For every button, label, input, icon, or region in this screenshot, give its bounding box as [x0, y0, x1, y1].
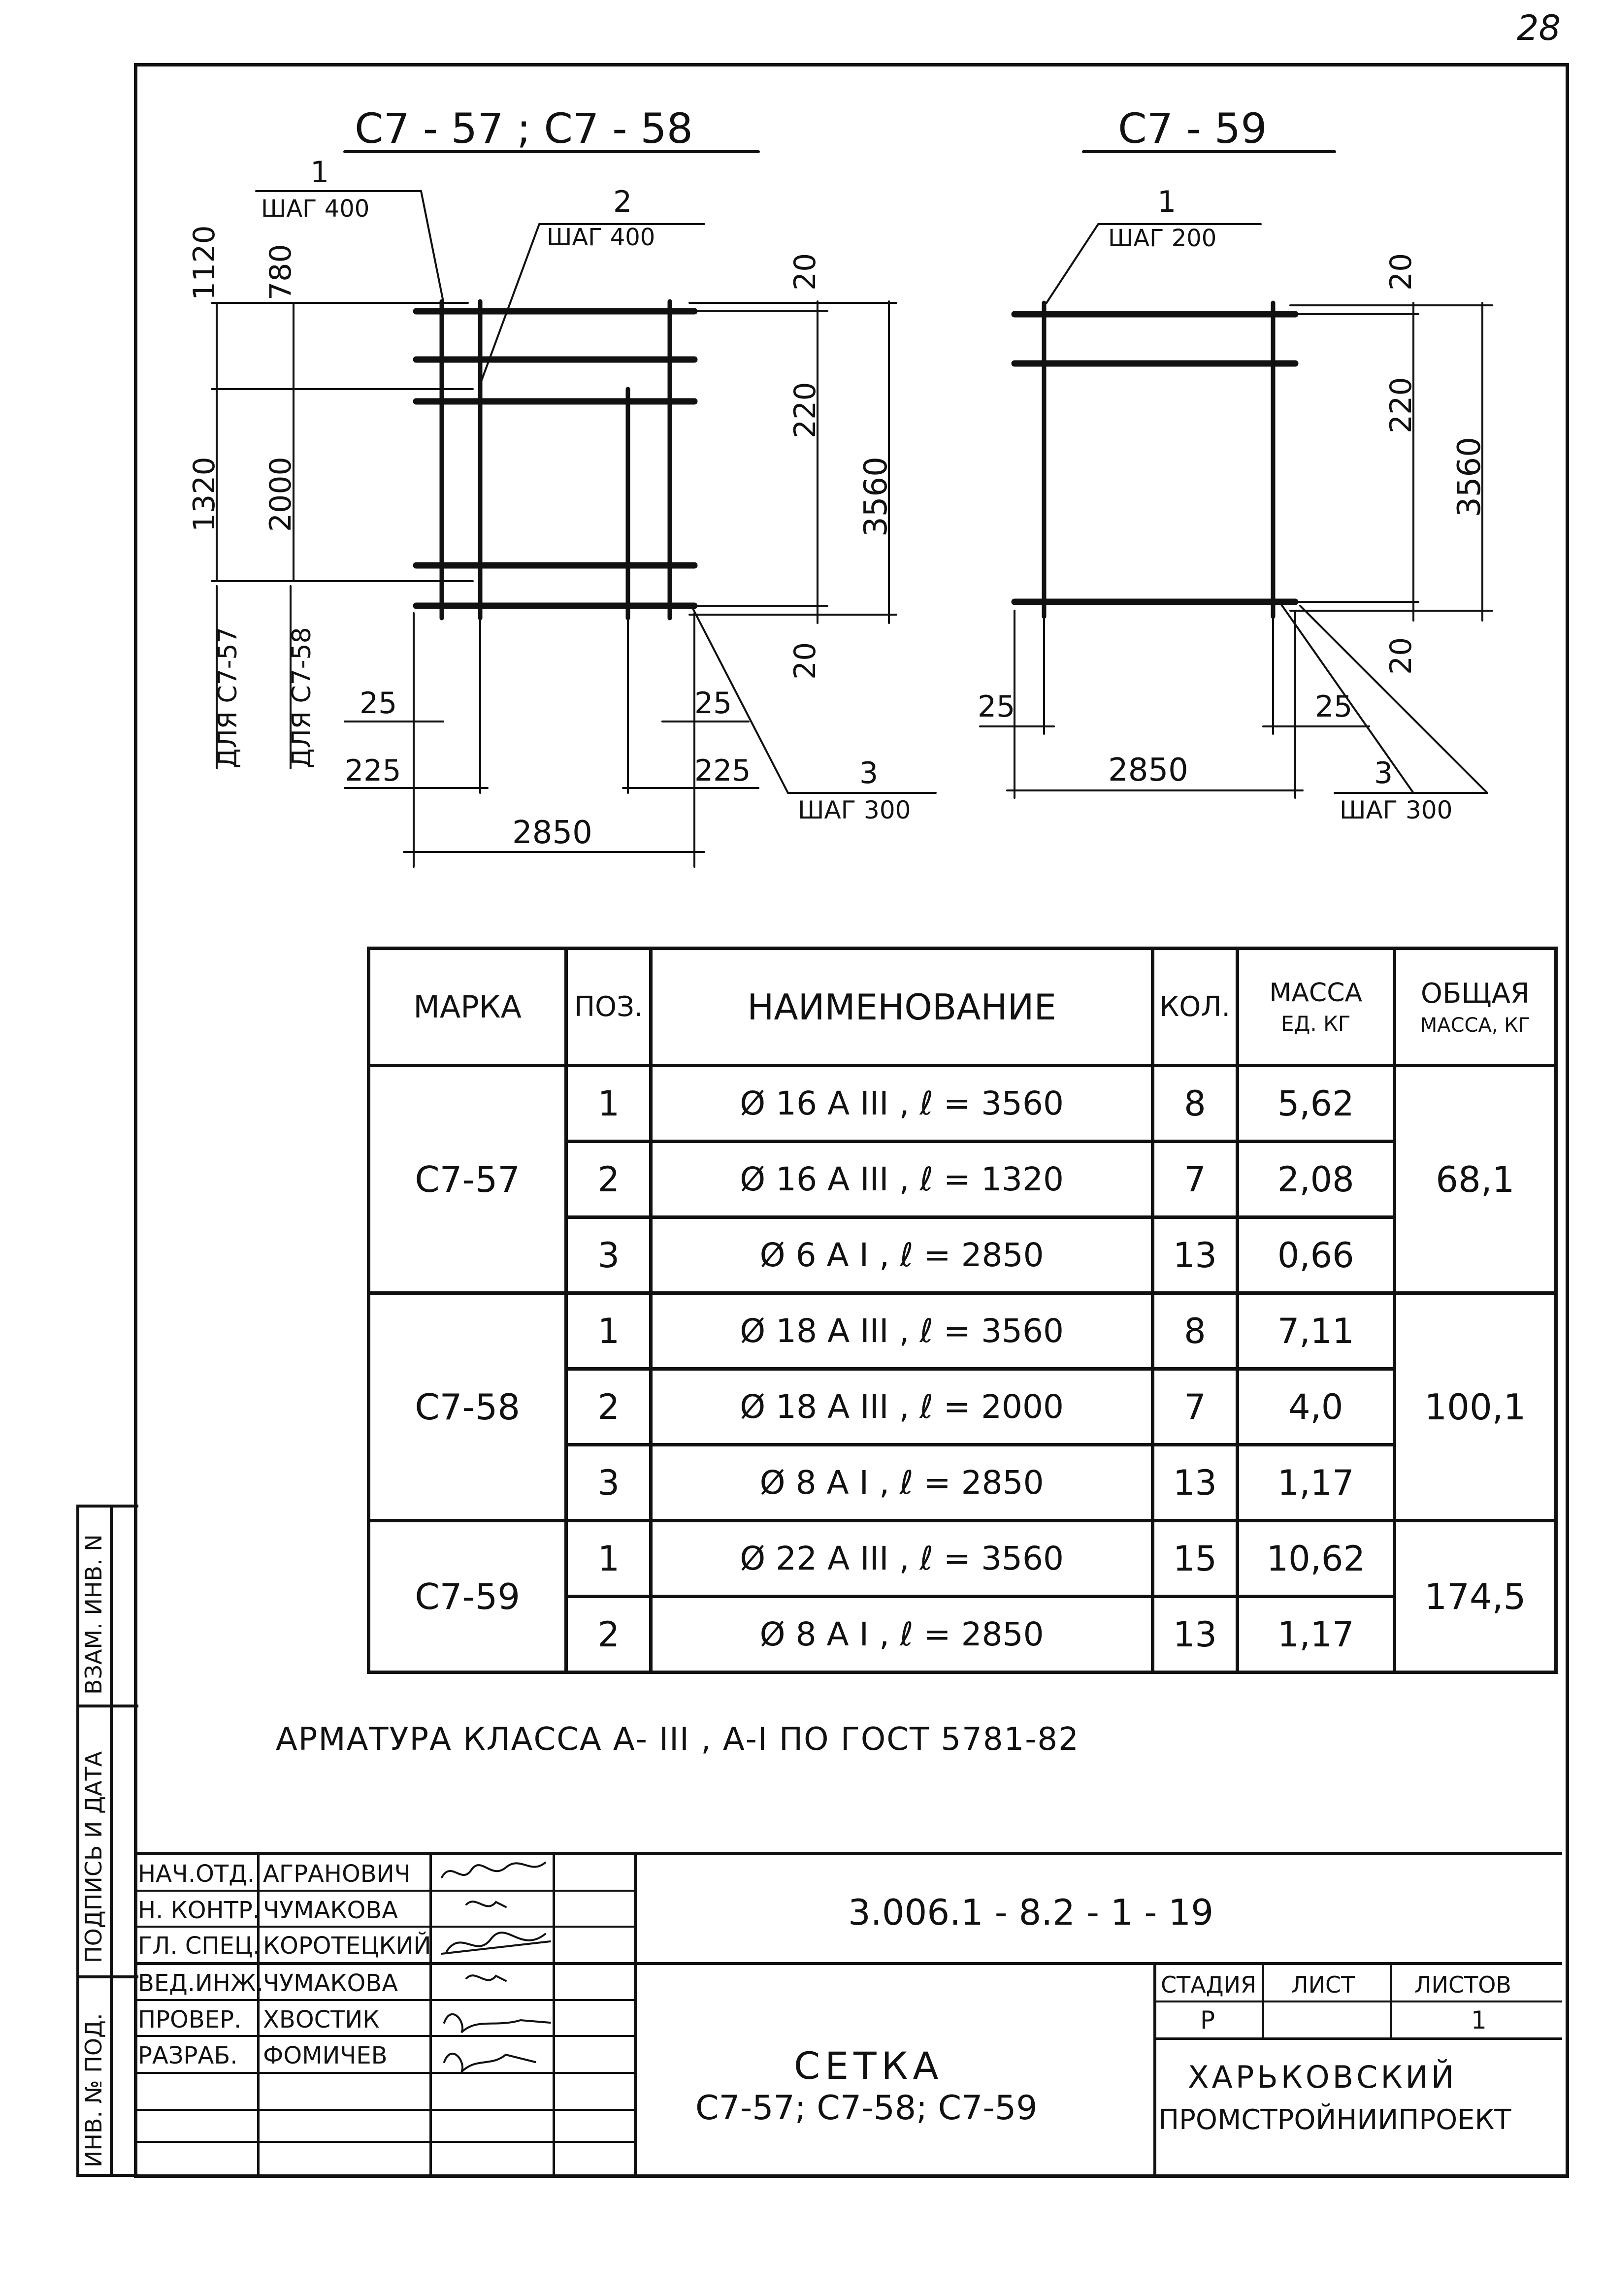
- left-dim-225-left: 225: [345, 754, 401, 788]
- reinforcement-note: АРМАТУРА КЛАССА А- ІІІ , А-І ПО ГОСТ 5781-82: [276, 1721, 1080, 1758]
- tb-line: [134, 1890, 634, 1892]
- row-qty: 7: [1152, 1369, 1237, 1445]
- left-title: С7 - 57 ; С7 - 58: [355, 104, 693, 153]
- mesh-drawings: [0, 0, 1604, 886]
- left-dim-1120: 1120: [187, 225, 222, 300]
- group-mark: С7-57: [369, 1066, 566, 1293]
- sheets-value: 1: [1471, 2006, 1487, 2034]
- row-qty: 7: [1152, 1142, 1237, 1217]
- signatures: [432, 1855, 553, 2111]
- header-mark: МАРКА: [369, 949, 566, 1066]
- left-dim-20-bottom: 20: [788, 642, 822, 680]
- left-dim-2850: 2850: [512, 815, 592, 851]
- group-total-mass: 68,1: [1394, 1066, 1556, 1293]
- right-pos1-number: 1: [1157, 185, 1177, 219]
- left-dim-2000: 2000: [263, 457, 298, 532]
- stage-label: СТАДИЯ: [1161, 1971, 1256, 1998]
- right-dim-220: 220: [1384, 377, 1418, 433]
- tb-role: Н. КОНТР.: [138, 1897, 261, 1924]
- header-total-mass: [1394, 949, 1556, 1066]
- right-dim-2850: 2850: [1108, 752, 1188, 788]
- right-title: С7 - 59: [1118, 104, 1267, 153]
- row-unit-mass: 2,08: [1237, 1142, 1394, 1217]
- title-block: [134, 1852, 1562, 2178]
- side-stamp-divider: [79, 1705, 138, 1707]
- tb-line: [1153, 2037, 1562, 2040]
- tb-line: [134, 2072, 634, 2074]
- sheet-label: ЛИСТ: [1291, 1971, 1355, 1998]
- row-name: Ø 18 А ІІІ , ℓ = 3560: [651, 1293, 1153, 1369]
- tb-role: ГЛ. СПЕЦ.: [138, 1932, 261, 1960]
- left-label-c757: ДЛЯ С7-57: [213, 627, 243, 768]
- right-pos3-step: ШАГ 300: [1340, 796, 1453, 824]
- tb-line: [134, 2141, 634, 2143]
- row-pos: 2: [566, 1369, 651, 1445]
- left-pos2-step: ШАГ 400: [547, 224, 655, 251]
- header-total-mass-line1: ОБЩАЯ: [1420, 977, 1530, 1010]
- right-dim-3560: 3560: [1451, 437, 1488, 517]
- tb-name: ХВОСТИК: [263, 2006, 380, 2034]
- side-stamp-divider: [110, 1508, 113, 2174]
- row-qty: 15: [1152, 1521, 1237, 1597]
- row-qty: 13: [1152, 1597, 1237, 1673]
- tb-line: [134, 1999, 634, 2001]
- row-unit-mass: 0,66: [1237, 1217, 1394, 1293]
- row-unit-mass: 1,17: [1237, 1445, 1394, 1521]
- doc-title-line2: С7-57; С7-58; С7-59: [695, 2089, 1038, 2128]
- right-pos3-number: 3: [1374, 756, 1393, 790]
- tb-name: ЧУМАКОВА: [263, 1897, 398, 1924]
- row-qty: 13: [1152, 1445, 1237, 1521]
- left-dim-3560: 3560: [858, 457, 894, 537]
- left-pos2-number: 2: [613, 185, 632, 219]
- right-dim-20-bottom: 20: [1384, 637, 1418, 675]
- left-pos1-number: 1: [310, 155, 329, 190]
- tb-role: ВЕД.ИНЖ.: [138, 1969, 263, 1997]
- left-label-c758: ДЛЯ С7-58: [287, 627, 317, 768]
- header-unit-mass-line2: ЕД. КГ: [1281, 1012, 1351, 1036]
- row-pos: 3: [566, 1217, 651, 1293]
- header-pos: ПОЗ.: [566, 949, 651, 1066]
- group-total-mass: 100,1: [1394, 1293, 1556, 1521]
- group-mark: С7-59: [369, 1521, 566, 1673]
- tb-line: [1153, 1962, 1156, 2178]
- header-unit-mass: [1237, 949, 1394, 1066]
- side-stamp-podpis: ПОДПИСЬ И ДАТА: [80, 1751, 107, 1963]
- row-pos: 1: [566, 1293, 651, 1369]
- row-qty: 13: [1152, 1217, 1237, 1293]
- left-dim-1320: 1320: [187, 457, 222, 532]
- tb-role: РАЗРАБ.: [138, 2042, 238, 2069]
- tb-line: [553, 1855, 555, 2178]
- side-stamp-divider: [79, 1975, 138, 1978]
- tb-line: [134, 1926, 634, 1928]
- row-name: Ø 18 А ІІІ , ℓ = 2000: [651, 1369, 1153, 1445]
- left-pos3-number: 3: [859, 756, 879, 790]
- left-dim-780: 780: [263, 244, 298, 300]
- tb-name: АГРАНОВИЧ: [263, 1860, 411, 1888]
- left-dim-220: 220: [788, 382, 822, 438]
- left-dim-25-left: 25: [360, 686, 397, 721]
- row-name: Ø 6 А І , ℓ = 2850: [651, 1217, 1153, 1293]
- row-unit-mass: 10,62: [1237, 1521, 1394, 1597]
- row-name: Ø 8 А І , ℓ = 2850: [651, 1445, 1153, 1521]
- side-stamp: [76, 1505, 138, 2177]
- right-pos1-step: ШАГ 200: [1108, 225, 1217, 252]
- tb-name: КОРОТЕЦКИЙ: [263, 1932, 431, 1960]
- group-mark: С7-58: [369, 1293, 566, 1521]
- org-name-line1: ХАРЬКОВСКИЙ: [1188, 2059, 1457, 2095]
- doc-code: 3.006.1 - 8.2 - 1 - 19: [848, 1892, 1214, 1933]
- right-dim-25-left: 25: [978, 689, 1015, 724]
- row-pos: 1: [566, 1521, 651, 1597]
- org-name-line2: ПРОМСТРОЙНИИПРОЕКТ: [1158, 2104, 1511, 2136]
- header-qty: КОЛ.: [1152, 949, 1237, 1066]
- row-name: Ø 8 А І , ℓ = 2850: [651, 1597, 1153, 1673]
- row-pos: 2: [566, 1142, 651, 1217]
- tb-role: ПРОВЕР.: [138, 2006, 242, 2034]
- row-pos: 1: [566, 1066, 651, 1142]
- tb-line: [1153, 2001, 1562, 2002]
- left-dim-25-right: 25: [694, 686, 732, 721]
- left-dim-225-right: 225: [694, 754, 751, 788]
- header-name: НАИМЕНОВАНИЕ: [651, 949, 1153, 1066]
- tb-role: НАЧ.ОТД.: [138, 1860, 255, 1888]
- row-pos: 2: [566, 1597, 651, 1673]
- row-unit-mass: 5,62: [1237, 1066, 1394, 1142]
- row-qty: 8: [1152, 1293, 1237, 1369]
- spec-table: [367, 947, 1558, 1674]
- row-qty: 8: [1152, 1066, 1237, 1142]
- group-total-mass: 174,5: [1394, 1521, 1556, 1673]
- tb-name: ФОМИЧЕВ: [263, 2042, 388, 2069]
- right-dim-20-top: 20: [1384, 253, 1418, 291]
- row-unit-mass: 7,11: [1237, 1293, 1394, 1369]
- row-pos: 3: [566, 1445, 651, 1521]
- page-number: 28: [1517, 8, 1561, 48]
- stage-value: Р: [1200, 2006, 1215, 2034]
- row-name: Ø 16 А ІІІ , ℓ = 1320: [651, 1142, 1153, 1217]
- row-name: Ø 16 А ІІІ , ℓ = 3560: [651, 1066, 1153, 1142]
- side-stamp-vzam: ВЗАМ. ИНВ. N: [80, 1534, 107, 1695]
- tb-line: [634, 1855, 637, 2178]
- left-pos1-step: ШАГ 400: [261, 195, 370, 223]
- tb-line: [134, 2035, 634, 2037]
- tb-line: [134, 1962, 1562, 1965]
- header-unit-mass-line1: МАССА: [1269, 978, 1363, 1008]
- doc-title-line1: СЕТКА: [794, 2044, 944, 2088]
- sheets-label: ЛИСТОВ: [1414, 1971, 1511, 1998]
- header-total-mass-line2: МАССА, КГ: [1420, 1014, 1531, 1037]
- right-dim-25-right: 25: [1315, 689, 1353, 724]
- left-dim-20-top: 20: [788, 253, 822, 291]
- tb-name: ЧУМАКОВА: [263, 1969, 398, 1997]
- left-pos3-step: ШАГ 300: [798, 796, 911, 824]
- row-unit-mass: 4,0: [1237, 1369, 1394, 1445]
- tb-line: [134, 2109, 634, 2111]
- row-name: Ø 22 А ІІІ , ℓ = 3560: [651, 1521, 1153, 1597]
- row-unit-mass: 1,17: [1237, 1597, 1394, 1673]
- side-stamp-inv: ИНВ. № ПОД.: [80, 2013, 107, 2167]
